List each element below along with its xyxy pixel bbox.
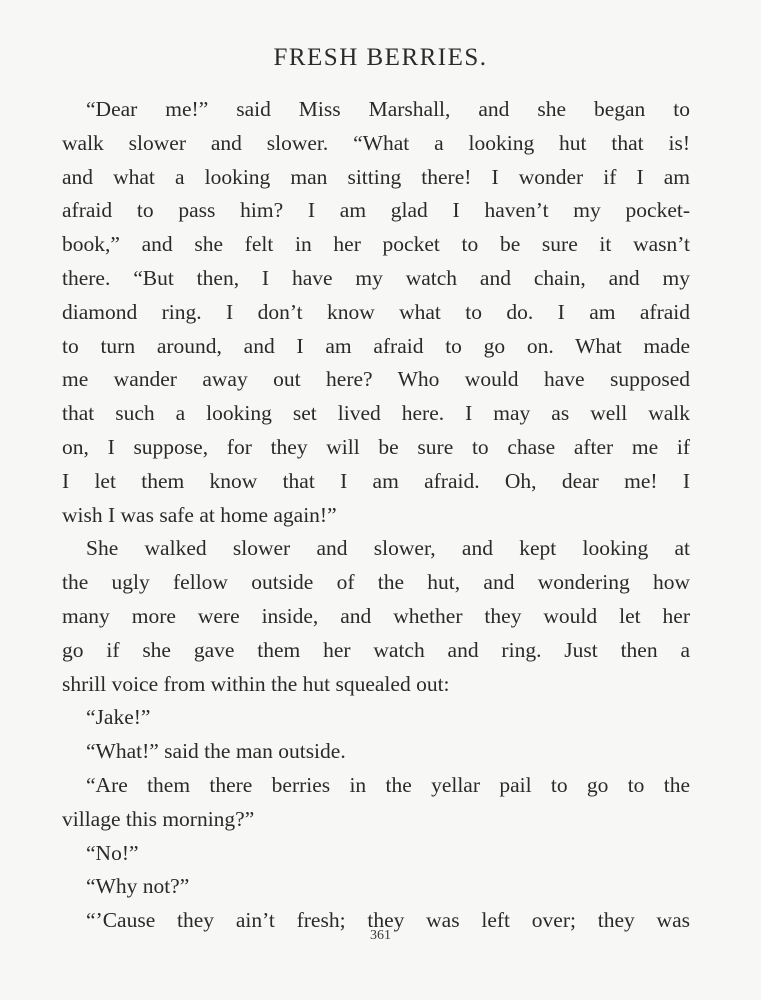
text-line: and what a looking man sitting there! I wonder if I am — [62, 164, 690, 189]
text-line: wish I was safe at home again!” — [62, 502, 337, 527]
text-line: “No!” — [86, 840, 139, 865]
text-line: “What!” said the man outside. — [86, 739, 346, 764]
text-line: “Why not?” — [86, 874, 190, 899]
text-line: I let them know that I am afraid. Oh, dear me! I — [62, 468, 690, 493]
text-line: book,” and she felt in her pocket to be sure it wasn’t — [62, 232, 690, 257]
text-line: “Dear me!” said Miss Marshall, and she began to — [86, 97, 690, 121]
text-line: many more were inside, and whether they would let her — [62, 603, 690, 628]
text-line: village this morning?” — [62, 806, 255, 831]
text-line: there. “But then, I have my watch and chain, and my — [62, 265, 690, 290]
text-line: She walked slower and slower, and kept looking at — [86, 536, 690, 561]
running-title: FRESH BERRIES. — [273, 44, 488, 71]
text-line: “Are them there berries in the yellar pail to go to the — [86, 772, 690, 797]
text-line: walk slower and slower. “What a looking hut that is! — [62, 130, 690, 155]
text-line: me wander away out here? Who would have supposed — [62, 367, 690, 392]
text-line: shrill voice from within the hut squealed out: — [62, 671, 450, 696]
text-line: on, I suppose, for they will be sure to chase after me if — [62, 434, 690, 459]
text-line: “’Cause they ain’t fresh; they was left over; they was — [86, 908, 690, 933]
text-line: that such a looking set lived here. I may as well walk — [62, 401, 690, 426]
text-line: to turn around, and I am afraid to go on. What made — [62, 333, 690, 358]
text-line: “Jake!” — [86, 705, 151, 730]
page-number: 361 — [370, 928, 391, 943]
text-line: the ugly fellow outside of the hut, and wondering how — [62, 570, 690, 595]
text-line: go if she gave them her watch and ring. Just then a — [62, 637, 690, 662]
text-line: diamond ring. I don’t know what to do. I am afraid — [62, 299, 690, 324]
body-text — [62, 93, 690, 938]
text-line: afraid to pass him? I am glad I haven’t my pocket- — [62, 198, 690, 223]
